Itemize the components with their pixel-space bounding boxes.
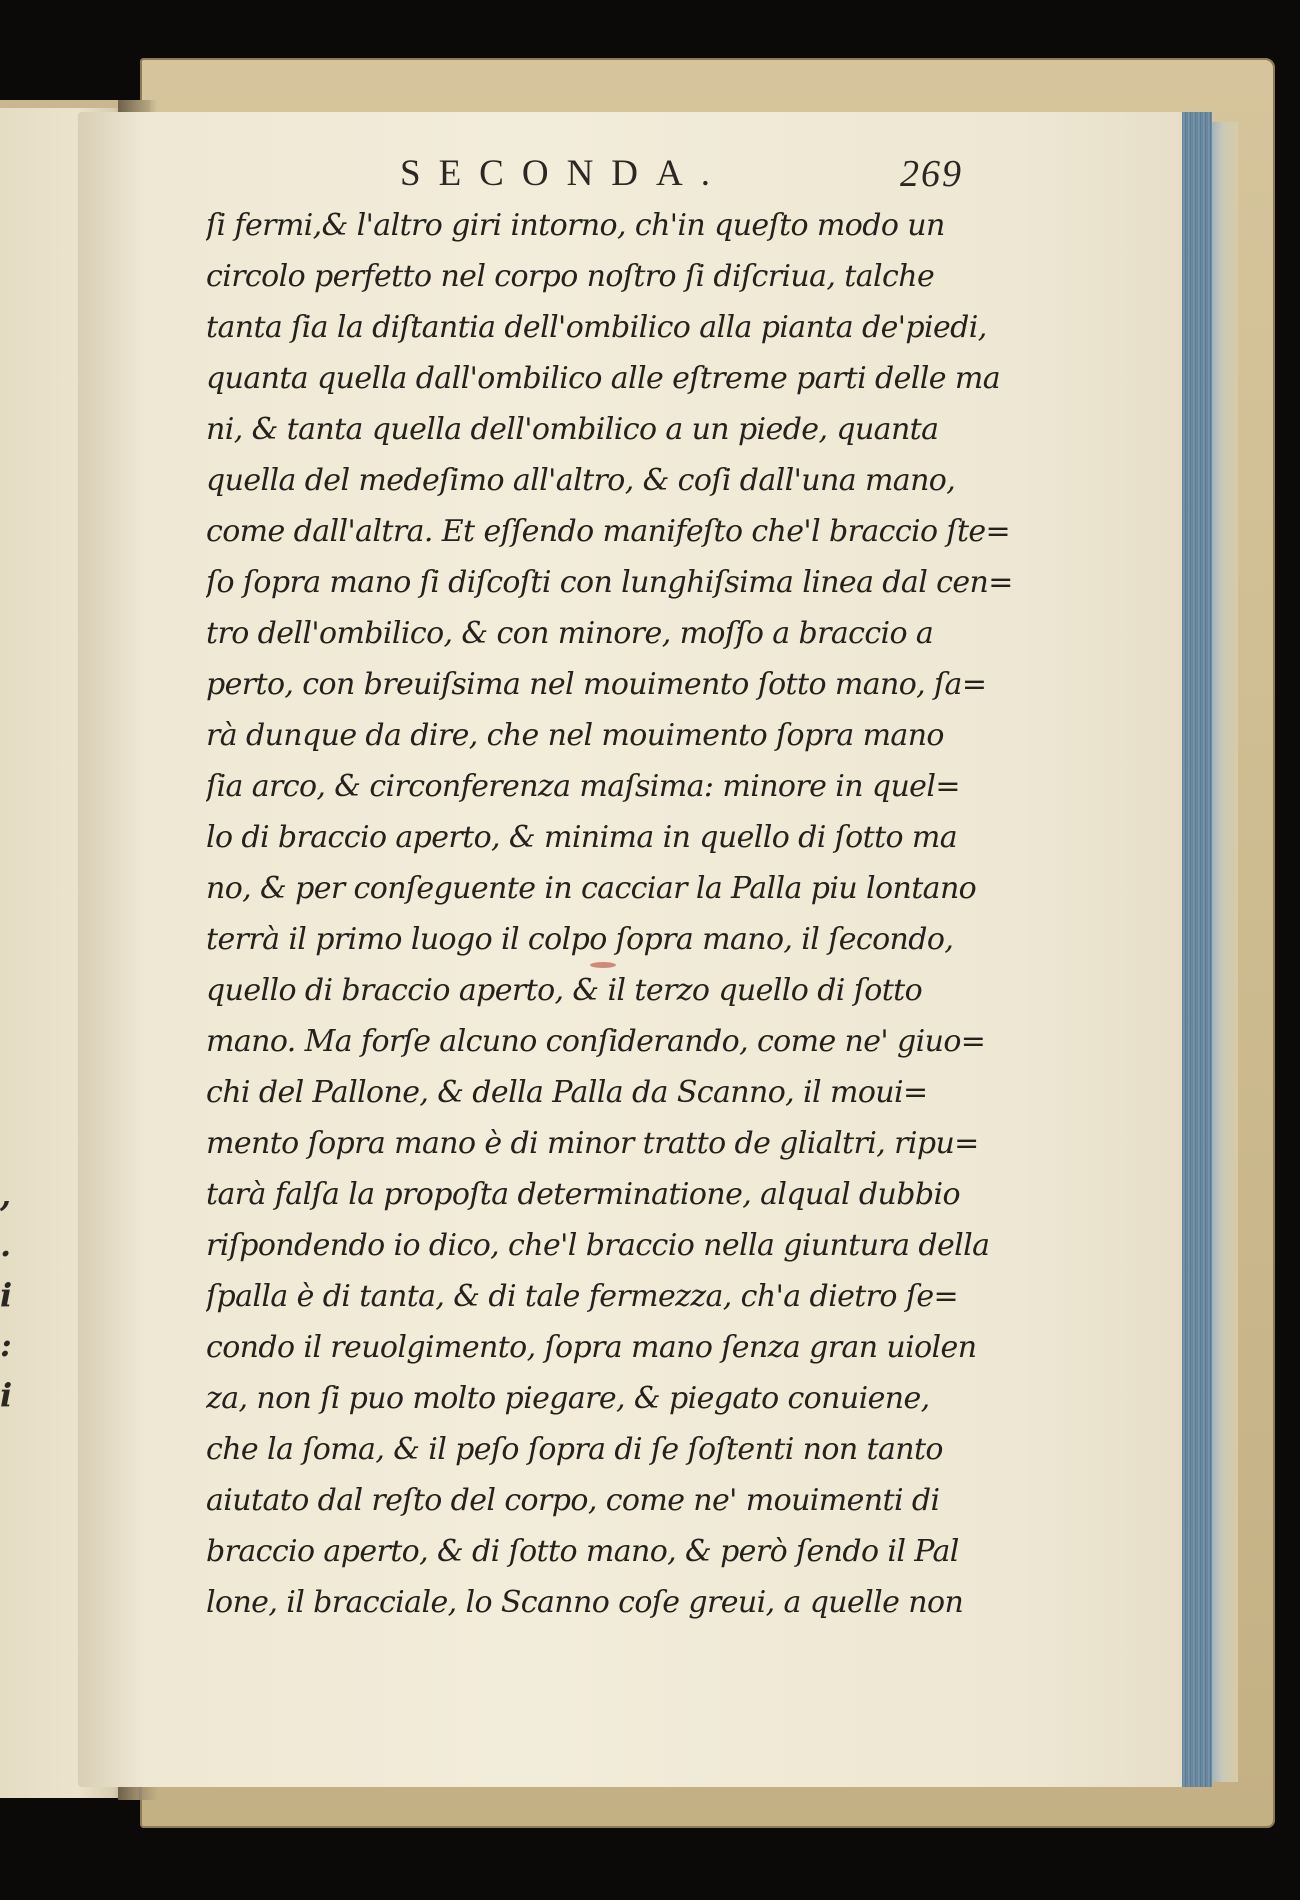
text-line: ſo ſopra mano ſi diſcoſti con lunghiſsima linea dal cen=	[206, 565, 1013, 600]
margin-letter: .	[0, 1226, 12, 1264]
text-line: tro dell'ombilico, & con minore, moſſo a braccio a	[206, 616, 934, 651]
margin-letter: i	[0, 1276, 13, 1314]
running-head: SECONDA.	[400, 153, 728, 194]
text-line: tanta ſia la diſtantia dell'ombilico alla pianta de'piedi,	[206, 310, 987, 345]
text-line: che la ſoma, & il peſo ſopra di ſe ſoſtenti non tanto	[206, 1432, 943, 1467]
text-line: perto, con breuiſsima nel mouimento ſotto mano, ſa=	[206, 667, 987, 702]
left-page-margin-letters	[0, 1170, 14, 1420]
text-line: mano. Ma forſe alcuno conſiderando, come ne' giuo=	[206, 1024, 986, 1059]
text-line: ſi fermi,& l'altro giri intorno, ch'in queſto modo un	[206, 208, 945, 243]
margin-letter: i	[0, 1376, 13, 1414]
text-line: mento ſopra mano è di minor tratto de glialtri, ripu=	[206, 1126, 979, 1161]
text-line: chi del Pallone, & della Palla da Scanno, il moui=	[206, 1075, 928, 1110]
margin-letter: ,	[0, 1176, 12, 1214]
text-line: terrà il primo luogo il colpo ſopra mano, il ſecondo,	[206, 922, 954, 957]
text-line: ſpalla è di tanta, & di tale fermezza, ch'a dietro ſe=	[206, 1279, 959, 1314]
text-line: quello di braccio aperto, & il terzo quello di ſotto	[206, 973, 923, 1008]
page-number: 269	[900, 153, 963, 195]
text-line: lone, il bracciale, lo Scanno coſe greui, a quelle non	[206, 1585, 964, 1620]
text-line: no, & per conſeguente in cacciar la Palla piu lontano	[206, 871, 977, 906]
fore-edge-outer	[1212, 122, 1238, 1782]
text-line: braccio aperto, & di ſotto mano, & però ſendo il Pal	[206, 1534, 959, 1569]
text-line: condo il reuolgimento, ſopra mano ſenza gran uiolen	[206, 1330, 977, 1365]
text-line: ſia arco, & circonferenza maſsima: minore in quel=	[206, 769, 960, 804]
text-line: quella del medeſimo all'altro, & coſi dall'una mano,	[206, 463, 956, 498]
text-line: riſpondendo io dico, che'l braccio nella giuntura della	[206, 1228, 990, 1263]
text-line: rà dunque da dire, che nel mouimento ſopra mano	[206, 718, 944, 753]
text-line: tarà falſa la propoſta determinatione, alqual dubbio	[206, 1177, 960, 1212]
ink-stain	[590, 962, 616, 968]
text-line: aiutato dal reſto del corpo, come ne' mouimenti di	[206, 1483, 940, 1518]
text-line: lo di braccio aperto, & minima in quello di ſotto ma	[206, 820, 958, 855]
text-line: come dall'altra. Et eſſendo manifeſto che'l braccio ſte=	[206, 514, 1011, 549]
page-header	[205, 152, 1025, 202]
text-line: circolo perfetto nel corpo noſtro ſi diſcriua, talche	[206, 259, 935, 294]
fore-edge	[1182, 112, 1212, 1787]
body-text	[206, 200, 1026, 1628]
text-line: za, non ſi puo molto piegare, & piegato conuiene,	[206, 1381, 930, 1416]
text-line: ni, & tanta quella dell'ombilico a un piede, quanta	[206, 412, 939, 447]
text-line: quanta quella dall'ombilico alle eſtreme parti delle ma	[206, 361, 1001, 396]
margin-letter: :	[0, 1326, 12, 1364]
